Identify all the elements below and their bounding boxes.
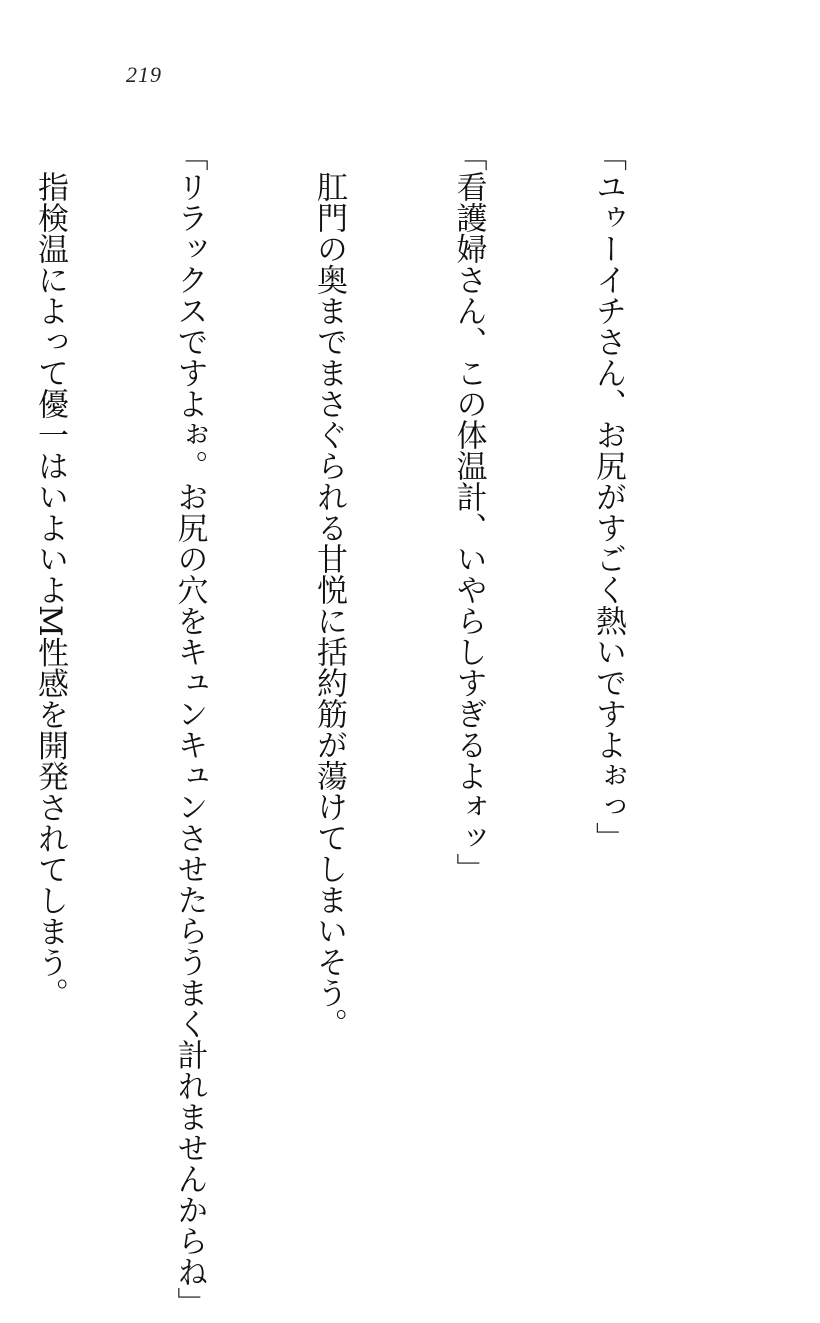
text-line: 肛門の奥までまさぐられる甘悦に括約筋が蕩けてしまいそう。 xyxy=(311,140,347,1039)
text-line: 指検温によって優一はいよいよM性感を開発されてしまう。 xyxy=(32,140,68,1009)
page-number: 219 xyxy=(126,62,162,87)
text-line: 「看護婦さん、この体温計、いやらしすぎるよォッ」 xyxy=(450,140,487,884)
text-line: 「リラックスですよぉ。お尻の穴をキュンキュンさせたらうまく計れませんからね」 xyxy=(171,140,208,1318)
text-line: 「ユゥーイチさん、お尻がすごく熱いですよぉっ」 xyxy=(590,140,626,853)
body-text xyxy=(32,140,724,1318)
